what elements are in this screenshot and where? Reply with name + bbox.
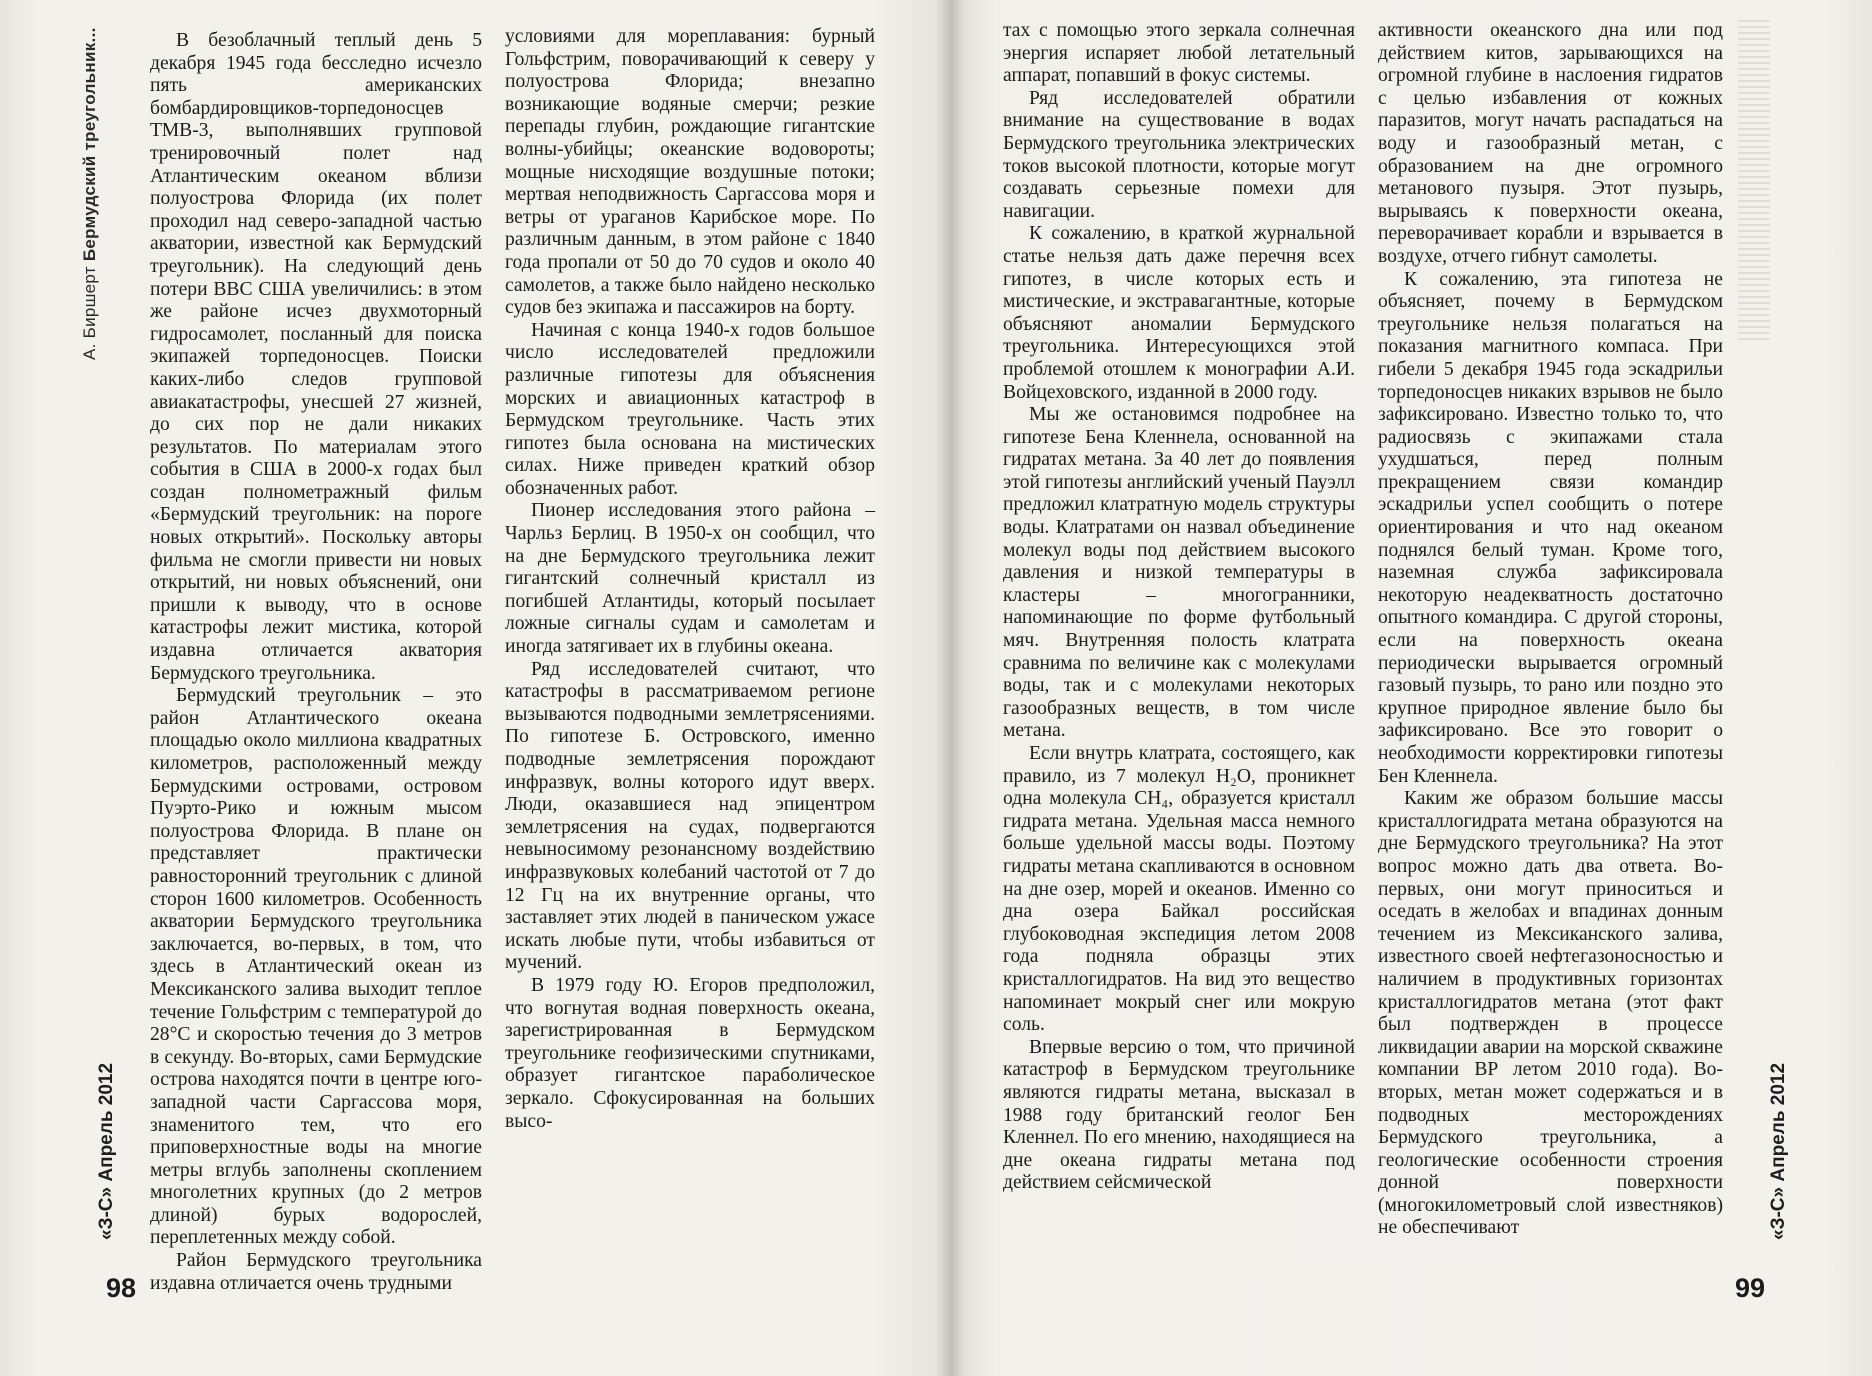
page-number-right: 99: [1735, 1273, 1766, 1303]
right-page-column-2: [1378, 20, 1723, 1240]
paragraph: К сожалению, в краткой журнальной статье нельзя дать даже перечня всех гипотез, в числе которых есть и мистические, и экстравагантные, которые объясняют аномалии Бермудского треугольника. Интересующихся этой проблемой отошлем к монографии А.И. Войцеховского, изданной в 2000 году.: [1003, 223, 1355, 403]
paragraph: активности океанского дна или под действием китов, зарывающихся на огромной глубине в наслоения гидратов с целью избавления от кожных паразитов, могут начать распадаться на воду и газообразный метан, с образованием на дне огромного метанового пузыря. Этот пузырь, вырываясь к поверхности океана, переворачивает корабли и взрывается в воздухе, отчего гибнут самолеты.: [1378, 20, 1723, 267]
bleed-through-text: [1738, 20, 1770, 340]
paragraph: Каким же образом большие массы кристаллогидрата метана образуются на дне Бермудского треугольника? На этот вопрос можно дать два ответа. Во-первых, они могут приноситься и оседать в желобах и впадинах донным течением из Мексиканского залива, известного своей нефтегазоносностью и наличием в продуктивных горизонтах кристаллогидратов метана (этот факт был подтвержден в процессе ликвидации аварии на морской скважине компании BP летом 2010 года). Во-вторых, метан может содержаться и в подводных месторождениях Бермудского треугольника, а геологические особенности строения донной поверхности (многокилометровый слой известняков) не обеспечивают: [1378, 788, 1723, 1239]
paragraph: К сожалению, эта гипотеза не объясняет, почему в Бермудском треугольнике нельзя полагаться на показания магнитного компаса. При гибели 5 декабря 1945 года эскадрильи торпедоносцев никаких взрывов не было зафиксировано. Известно только то, что радиосвязь с экипажами стала ухудшаться, перед полным прекращением связи командир эскадрильи успел сообщить о потере ориентирования и что над океаном поднялся белый туман. Кроме того, наземная служба зафиксировала некоторую неадекватность достаточно опытного командира. С другой стороны, если на поверхность океана периодически вырывается огромный газовый пузырь, то рано или поздно это крупное природное явление было бы зафиксировано. Все это говорит о необходимости корректировки гипотезы Бен Кленнела.: [1378, 268, 1723, 787]
paragraph: В безоблачный теплый день 5 декабря 1945 года бесследно исчезло пять американских бомбардировщиков-торпедоносцев ТМВ-3, выполнявших групповой тренировочный полет над Атлантическим океаном вблизи полуострова Флорида (их полет проходил над северо-западной частью акватории, известной как Бермудский треугольник). На следующий день потери ВВС США увеличились: в этом же районе исчез двухмоторный гидросамолет, посланный для поиска экипажей торпедоносцев. Поиски каких-либо следов групповой авиакатастрофы, унесшей 27 жизней, до сих пор не дали никаких результатов. По материалам этого события в США в 2000-х годах был создан полнометражный фильм «Бермудский треугольник: на пороге новых открытий». Поскольку авторы фильма не смогли привести ни новых открытий, ни новых объяснений, они пришли к выводу, что в основе катастрофы лежит мистика, которой издавна отличается акватория Бермудского треугольника.: [150, 30, 482, 684]
issue-date: Апрель 2012: [96, 1062, 117, 1182]
paragraph: Ряд исследователей обратили внимание на существование в водах Бермудского треугольника электрических токов высокой плотности, которые могут создавать серьезные помехи для навигации.: [1003, 87, 1355, 222]
right-page-column-1: [1003, 20, 1355, 1195]
book-gutter: [935, 0, 965, 1376]
left-page-column-2: [505, 26, 875, 1133]
paragraph: Бермудский треугольник – это район Атлантического океана площадью около миллиона квадратных километров, расположенный между Бермудскими островами, островом Пуэрто-Рико и южным мысом полуострова Флорида. В плане он представляет практически равносторонний треугольник с длиной сторон 1600 километров. Особенность акватории Бермудского треугольника заключается, во-первых, в том, что здесь в Атлантический океан из Мексиканского залива выходит теплое течение Гольфстрим с температурой до 28°С и скоростью течения до 3 метров в секунду. Во-вторых, сами Бермудские острова находятся почти в центре юго-западной части Саргассова моря, знаменитого тем, что его приповерхностные воды на многие метры вглубь заполнены скоплением многолетних крупных (до 2 метров длиной) бурых водорослей, переплетенных между собой.: [150, 685, 482, 1249]
left-page-column-1: [150, 30, 482, 1295]
paragraph: Пионер исследования этого района – Чарльз Берлиц. В 1950-х он сообщил, что на дне Бермудского треугольника лежит гигантский солнечный кристалл из погибшей Атлантиды, который посылает ложные сигналы судам и самолетам и иногда затягивает их в глубины океана.: [505, 500, 875, 658]
paragraph: Если внутрь клатрата, состоящего, как правило, из 7 молекул H₂O, проникнет одна молекула CH₄, образуется кристалл гидрата метана. Удельная масса немного больше удельной массы воды. Поэтому гидраты метана скапливаются в основном на дне озер, морей и океанов. Именно со дна озера Байкал российская глубоководная экспедиция летом 2008 года подняла образцы этих кристаллогидратов. На вид это вещество напоминает мокрый снег или мокрую соль.: [1003, 743, 1355, 1036]
paragraph: Район Бермудского треугольника издавна отличается очень трудными: [150, 1250, 482, 1294]
header-author: А. Биршерт: [80, 266, 99, 360]
paragraph: условиями для мореплавания: бурный Гольфстрим, поворачивающий к северу у полуострова Флорида; внезапно возникающие водяные смерчи; резкие перепады глубин, рождающие гигантские волны-убийцы; океанские водовороты; мощные нисходящие воздушные потоки; мертвая неподвижность Саргассова моря и ветры от ураганов Карибское море. По различным данным, в этом районе с 1840 года пропали от 50 до 70 судов и около 40 самолетов, а также было найдено несколько судов без экипажа и пассажиров на борту.: [505, 26, 875, 319]
magazine-name: «З-С»: [1768, 1186, 1789, 1240]
issue-date: Апрель 2012: [1768, 1062, 1789, 1182]
paragraph: Начиная с конца 1940-х годов большое число исследователей предложили различные гипотезы для объяснения морских и авиационных катастроф в Бермудском треугольнике. Часть этих гипотез была основана на мистических силах. Ниже приведен краткий обзор обозначенных работ.: [505, 319, 875, 499]
paragraph: Впервые версию о том, что причиной катастроф в Бермудском треугольнике являются гидраты метана, высказал в 1988 году британский геолог Бен Кленнел. По его мнению, находящиеся на дне океана гидраты метана под действием сейсмической: [1003, 1036, 1355, 1194]
header-title: Бермудский треугольник...: [80, 27, 99, 262]
running-header: [80, 27, 100, 360]
right-footer-magazine: [1768, 1063, 1790, 1240]
paragraph: В 1979 году Ю. Егоров предположил, что вогнутая водная поверхность океана, зарегистрированная в Бермудском треугольнике геофизическими спутниками, образует гигантское параболическое зеркало. Сфокусированная на больших высо-: [505, 974, 875, 1132]
paragraph: Мы же остановимся подробнее на гипотезе Бена Кленнела, основанной на гидратах метана. За 40 лет до появления этой гипотезы английский ученый Пауэлл предложил клатратную модель структуры воды. Клатратами он назвал объединение молекул воды под действием высокого давления и низкой температуры в кластеры – многогранники, напоминающие по форме футбольный мяч. Внутренняя полость клатрата сравнима по величине как с молекулами воды, так и с молекулами некоторых газообразных веществ, в том числе метана.: [1003, 404, 1355, 742]
left-footer-magazine: [96, 1063, 118, 1240]
paragraph: Ряд исследователей считают, что катастрофы в рассматриваемом регионе вызываются подводными землетрясениями. По гипотезе Б. Островского, именно подводные землетрясения порождают инфразвук, волны которого идут вверх. Люди, оказавшиеся над эпицентром землетрясения на судах, подвергаются невыносимому резонансному воздействию инфразвуковых колебаний частотой от 7 до 12 Гц на их внутренние органы, что заставляет этих людей в паническом ужасе искать любые пути, чтобы избавиться от мучений.: [505, 658, 875, 974]
magazine-name: «З-С»: [96, 1186, 117, 1240]
page-number-left: 98: [106, 1273, 137, 1303]
paragraph: тах с помощью этого зеркала солнечная энергия испаряет любой летательный аппарат, попавший в фокус системы.: [1003, 20, 1355, 87]
